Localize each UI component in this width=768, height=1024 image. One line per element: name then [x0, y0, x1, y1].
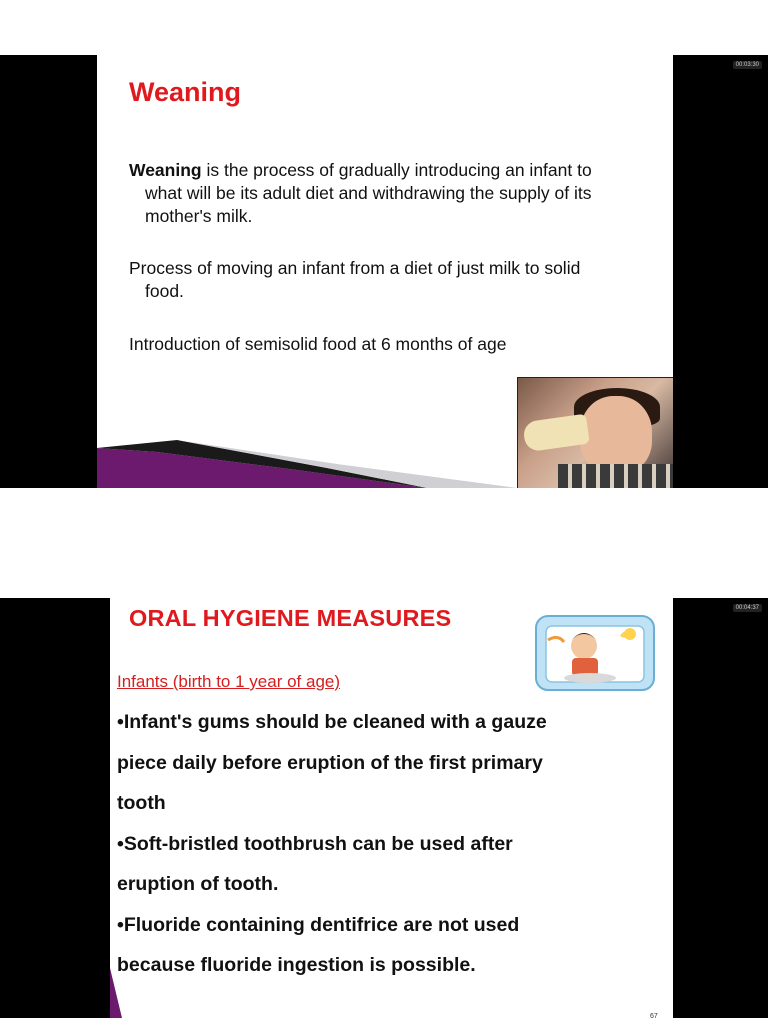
bullet-list: [117, 702, 657, 986]
slide-oral-hygiene: [110, 598, 673, 1018]
paragraph-introduction: Introduction of semisolid food at 6 months of age: [129, 334, 507, 354]
video-frame-2: [0, 598, 768, 1018]
decorative-swoosh: [110, 958, 150, 1018]
bullet-line: •Infant's gums should be cleaned with a gauze: [117, 711, 547, 733]
bullet-line: •Fluoride containing dentifrice are not used: [117, 913, 520, 936]
paragraph-definition: [129, 159, 649, 228]
subheading-infants: Infants (birth to 1 year of age): [117, 672, 341, 691]
bold-term: Weaning: [129, 160, 202, 180]
para1-text: is the process of gradually introducing an infant to: [201, 160, 592, 180]
bullet-line: because fluoride ingestion is possible.: [117, 954, 476, 976]
bullet-line: eruption of tooth.: [117, 873, 279, 895]
bullet-line: •Soft-bristled toothbrush can be used after: [117, 832, 513, 855]
page-number: 67: [650, 1013, 658, 1020]
bullet-line: tooth: [117, 792, 166, 814]
child-eating-clipart-icon: [532, 606, 660, 694]
baby-bottle-photo: [517, 377, 673, 488]
para2-line2: food.: [145, 281, 184, 301]
video-frame-1: [0, 55, 768, 488]
para1-line3: mother's milk.: [145, 206, 253, 226]
timestamp-2: 00:04:37: [733, 604, 762, 612]
bullet-line: piece daily before eruption of the first primary: [117, 751, 543, 774]
slide-weaning: [97, 55, 673, 488]
para2-line1: Process of moving an infant from a diet of just milk to solid: [129, 258, 581, 278]
slide-title: Weaning: [129, 77, 242, 107]
para1-line2: what will be its adult diet and withdrawing the supply of its: [145, 183, 592, 203]
timestamp-1: 00:03:30: [733, 61, 762, 69]
slide-title: ORAL HYGIENE MEASURES: [129, 605, 452, 631]
paragraph-process: [129, 257, 649, 303]
